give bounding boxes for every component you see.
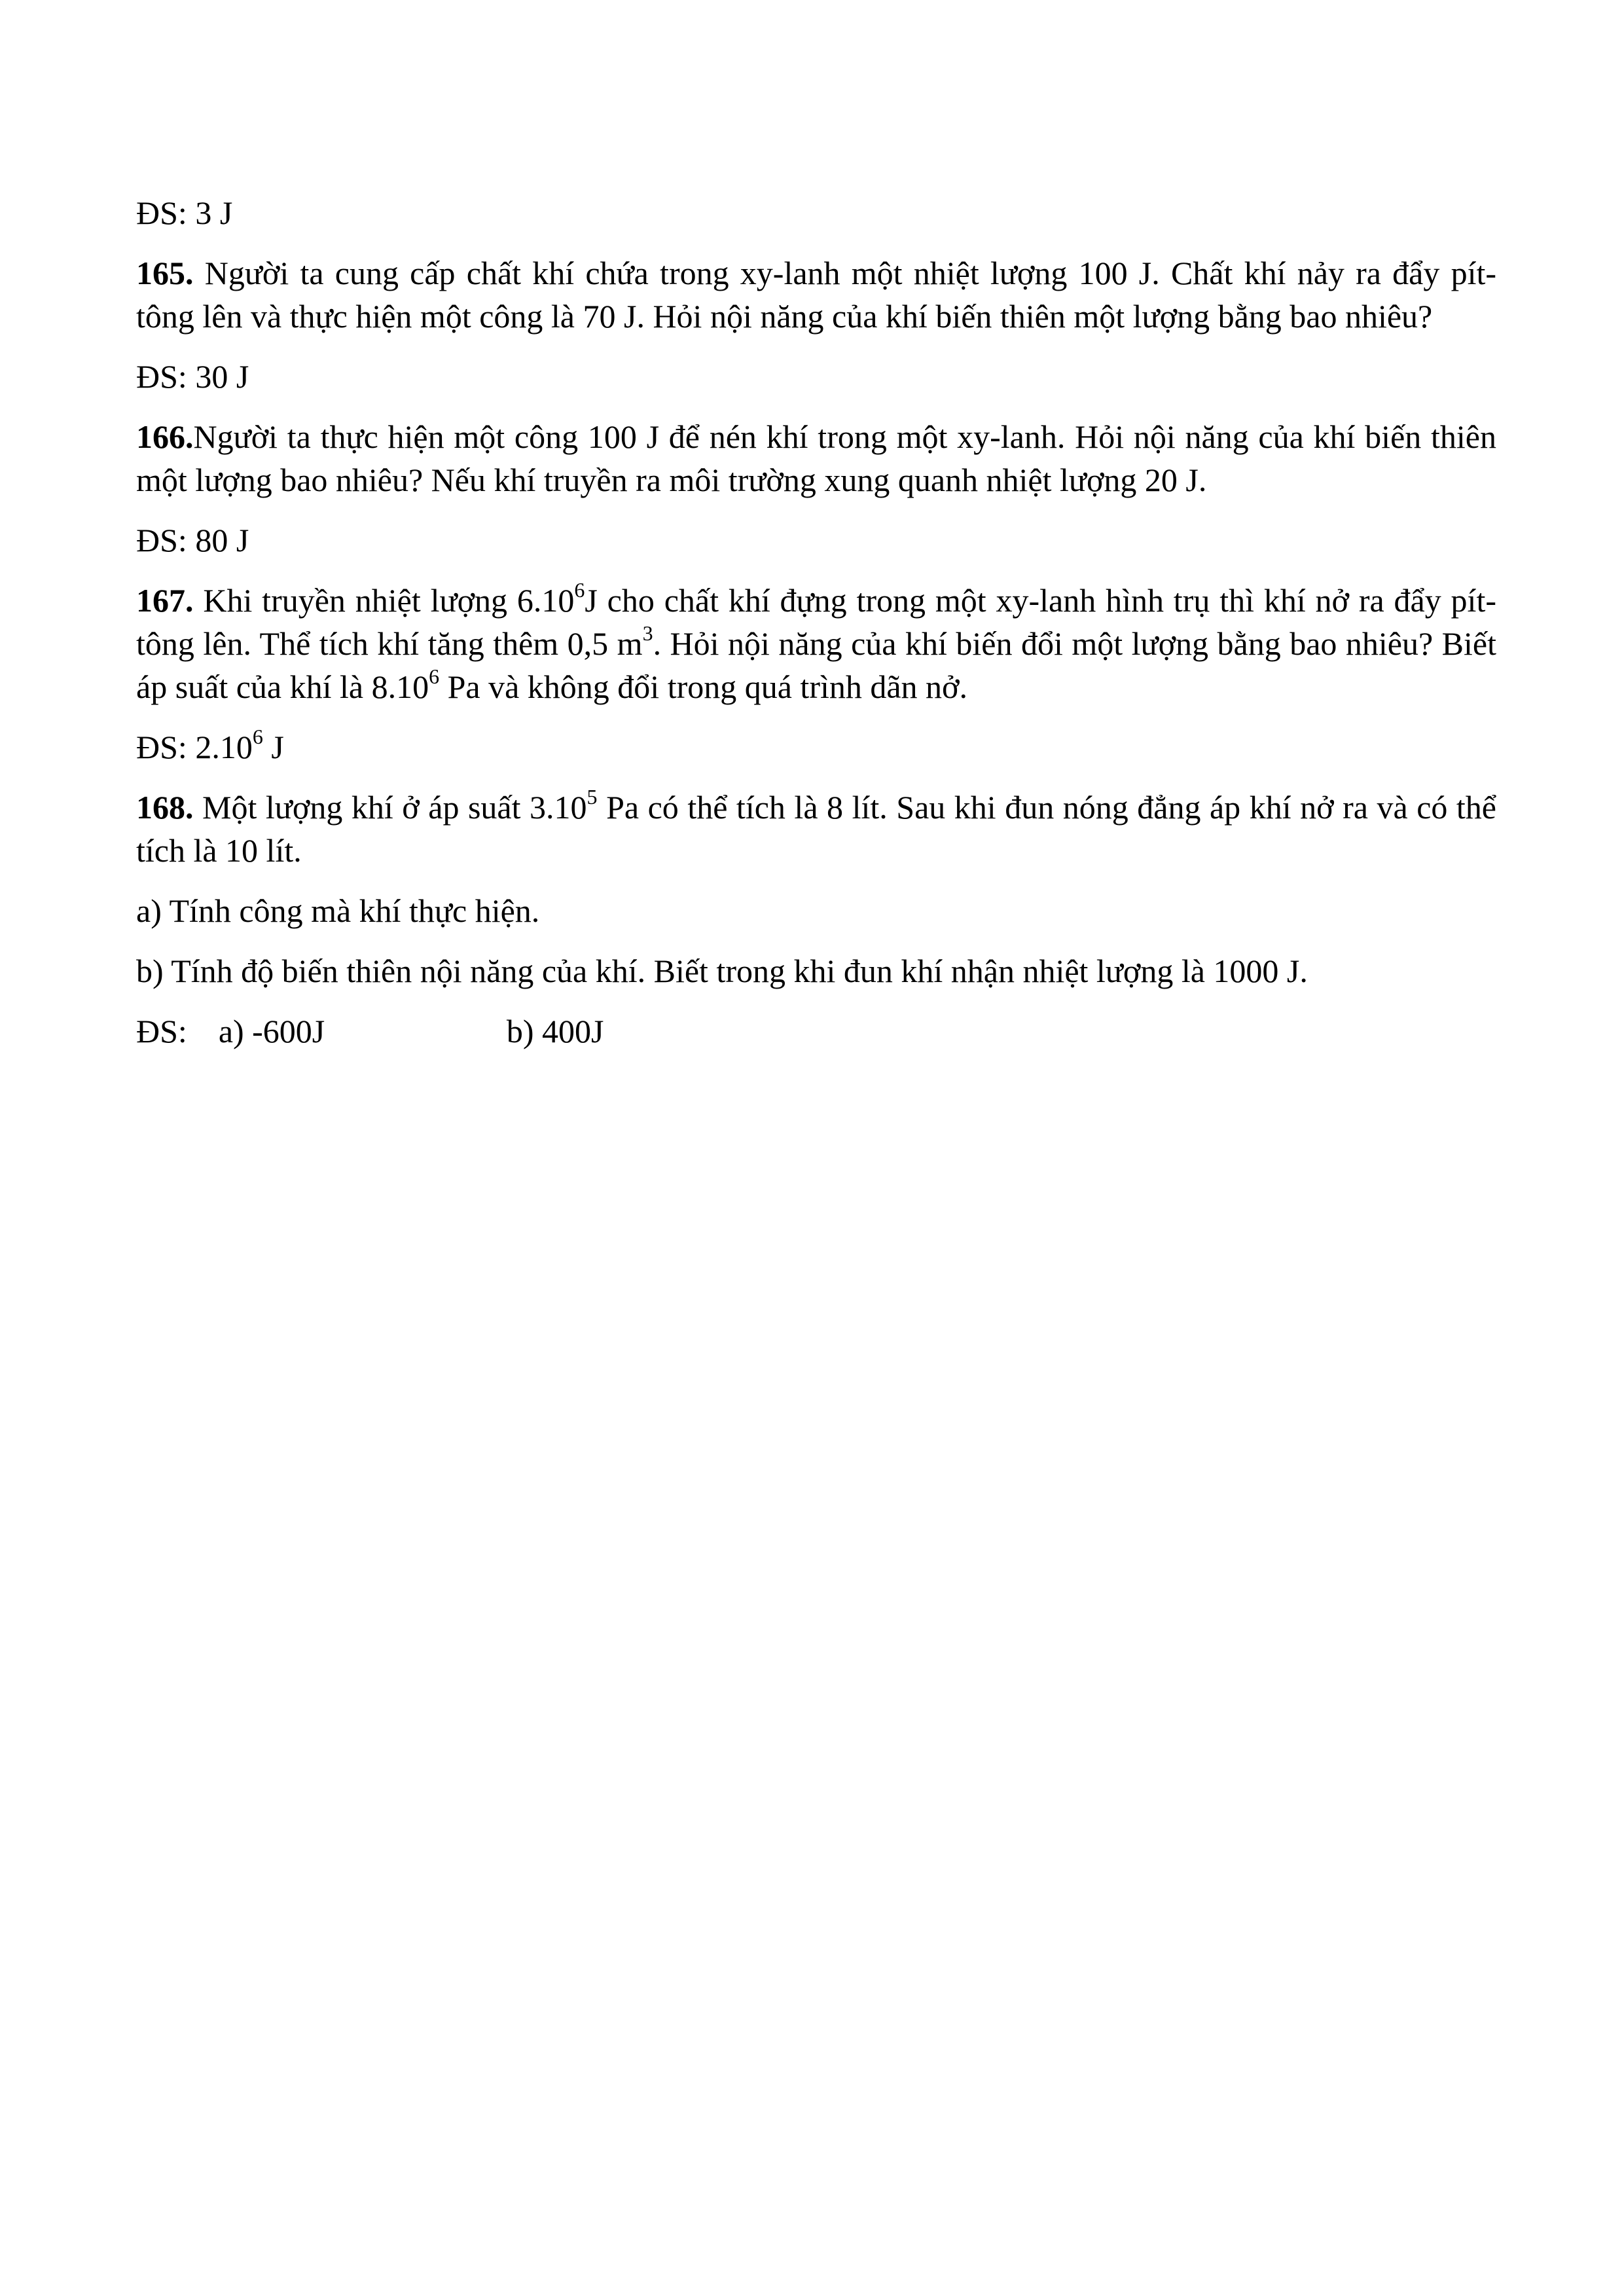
problem-text-part: Khi truyền nhiệt lượng 6.10: [193, 582, 575, 619]
problem-166: [136, 415, 1496, 501]
exponent: 3: [642, 621, 653, 646]
answer-value: 2.10$^6$ J: [195, 725, 284, 765]
answer-prev: [136, 191, 1496, 234]
answer-label: ĐS:: [136, 194, 187, 231]
problem-167: [136, 579, 1496, 708]
problem-text: Người ta thực hiện một công 100 J để nén khí trong một xy-lanh. Hỏi nội năng của khí biến thiên một lượng bao nhiêu? Nếu khí truyền ra môi trường xung quanh nhiệt lượng 20 J.: [136, 418, 1496, 498]
answer-167: [136, 725, 1496, 769]
document-content: [136, 191, 1496, 1070]
answer-value: 30 J: [195, 358, 249, 395]
problem-number: 167.: [136, 582, 194, 619]
exponent: 6: [252, 725, 263, 749]
answer-label: ĐS:: [136, 358, 187, 395]
problem-text-part: Pa và không đổi trong quá trình dãn nở.: [439, 668, 967, 705]
problem-number: 168.: [136, 789, 194, 826]
answer-part-b: b) 400J: [506, 1013, 604, 1049]
subpart-a: a) Tính công mà khí thực hiện.: [136, 892, 540, 929]
problem-number: 165.: [136, 255, 194, 291]
answer-165: [136, 355, 1496, 398]
problem-number: 166.: [136, 418, 194, 455]
problem-text-part: Một lượng khí ở áp suất 3.10: [193, 789, 587, 826]
problem-text-part: Pa có thể tích là 8 lít. Sau khi đun nóng đẳng áp khí nở ra và có thể tích là 10 lít.: [136, 789, 1496, 869]
answer-value: 80 J: [195, 522, 249, 558]
problem-text: Người ta cung cấp chất khí chứa trong xy-lanh một nhiệt lượng 100 J. Chất khí nảy ra đẩy pít- tông lên và thực hiện một công là 70 J. Hỏi nội năng của khí biến thiên một lượng bằng bao nhiêu?: [136, 255, 1497, 335]
answer-label: ĐS:: [136, 522, 187, 558]
exponent: 6: [574, 578, 585, 602]
problem-165: [136, 251, 1496, 338]
subpart-b: b) Tính độ biến thiên nội năng của khí. Biết trong khi đun khí nhận nhiệt lượng là 1000 J.: [136, 953, 1308, 989]
problem-168: [136, 786, 1496, 872]
answer-label: ĐS:: [136, 729, 187, 765]
problem-text-part: J cho chất khí đựng trong một xy-lanh hình trụ thì khí nở ra đẩy pít-tông lên. Thể tích khí tăng thêm 0,5 m: [136, 582, 1496, 662]
answer-168: [136, 1010, 1496, 1053]
answer-value: 3 J: [195, 194, 233, 231]
exponent: 6: [429, 665, 440, 689]
answer-label: ĐS:: [136, 1013, 187, 1049]
answer-part-a: a) -600J: [218, 1013, 325, 1049]
answer-166: [136, 519, 1496, 562]
exponent: 5: [586, 785, 598, 809]
problem-text-part: . Hỏi nội năng của khí biến đổi một lượng bằng bao nhiêu? Biết áp suất của khí là 8.10: [136, 625, 1496, 705]
